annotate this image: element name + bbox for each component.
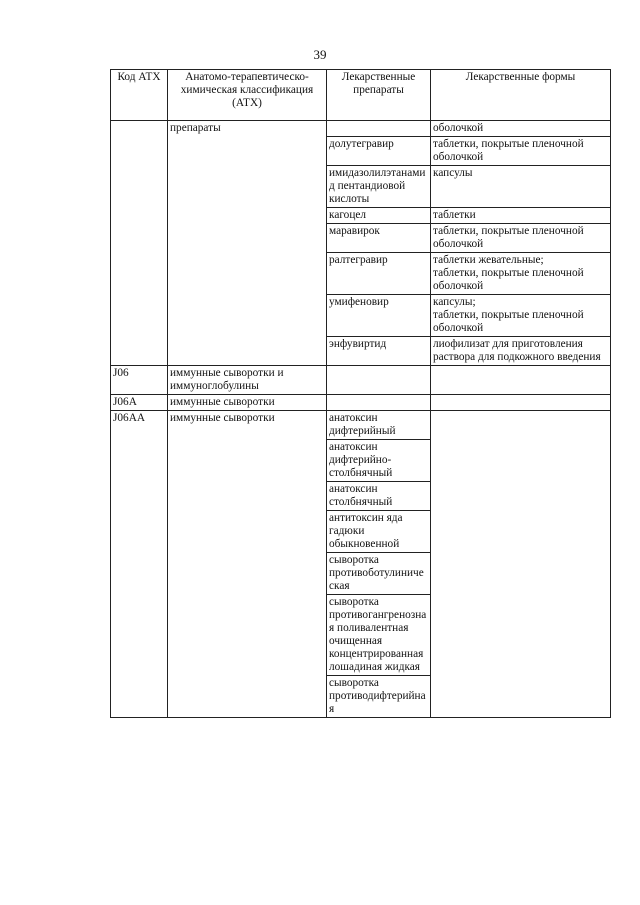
table-header-row — [111, 70, 611, 121]
drug-item: сыворотка противодифтерийная — [329, 677, 426, 715]
form-cell — [431, 395, 611, 411]
atc-table — [110, 69, 611, 718]
form-cell: таблетки, покрытые пленочной оболочкой — [431, 137, 611, 166]
page-number: 39 — [313, 47, 327, 62]
drug-list-cell — [327, 411, 431, 718]
code-cell: J06A — [111, 395, 168, 411]
form-line: таблетки, покрытые пленочной оболочкой — [433, 267, 584, 292]
drug-item: сыворотка противоботулиническая — [327, 553, 430, 595]
header-code: Код АТХ — [111, 70, 168, 121]
form-cell: лиофилизат для приготовления раствора для подкожного введения — [431, 337, 611, 366]
table-row — [111, 121, 611, 137]
drug-cell — [327, 121, 431, 137]
classification-cell: иммунные сыворотки — [168, 411, 327, 718]
drug-cell: долутегравир — [327, 137, 431, 166]
form-cell: таблетки — [431, 208, 611, 224]
code-cell — [111, 121, 168, 366]
code-cell: J06 — [111, 366, 168, 395]
drug-cell: ралтегравир — [327, 253, 431, 295]
drug-cell: имидазолилэтанамид пентандиовой кислоты — [327, 166, 431, 208]
table-row — [111, 395, 611, 411]
drug-cell: кагоцел — [327, 208, 431, 224]
form-cell: таблетки, покрытые пленочной оболочкой — [431, 224, 611, 253]
form-line: капсулы; — [433, 296, 476, 308]
drug-cell — [327, 395, 431, 411]
form-cell: оболочкой — [431, 121, 611, 137]
drug-cell: энфувиртид — [327, 337, 431, 366]
form-cell — [431, 366, 611, 395]
form-cell — [431, 253, 611, 295]
drug-item: сыворотка противогангренозная поливалентная очищенная концентрированная лошадиная жидкая — [327, 595, 430, 676]
code-cell: J06AA — [111, 411, 168, 718]
classification-cell: иммунные сыворотки и иммуноглобулины — [168, 366, 327, 395]
header-forms: Лекарственные формы — [431, 70, 611, 121]
table-row — [111, 411, 611, 718]
header-classification: Анатомо-терапевтическо-химическая классификация (АТХ) — [168, 70, 327, 121]
classification-cell: препараты — [168, 121, 327, 366]
form-cell — [431, 295, 611, 337]
drug-cell: маравирок — [327, 224, 431, 253]
form-line: таблетки, покрытые пленочной оболочкой — [433, 309, 584, 334]
header-drugs: Лекарственные препараты — [327, 70, 431, 121]
form-line: таблетки жевательные; — [433, 254, 544, 266]
drug-item: анатоксин столбнячный — [327, 482, 430, 511]
form-cell — [431, 411, 611, 718]
form-cell: капсулы — [431, 166, 611, 208]
classification-cell: иммунные сыворотки — [168, 395, 327, 411]
drug-cell: умифеновир — [327, 295, 431, 337]
drug-item: антитоксин яда гадюки обыкновенной — [327, 511, 430, 553]
drug-cell — [327, 366, 431, 395]
table-row — [111, 366, 611, 395]
drug-item: анатоксин дифтерийный — [327, 411, 430, 440]
drug-item: анатоксин дифтерийно-столбнячный — [327, 440, 430, 482]
